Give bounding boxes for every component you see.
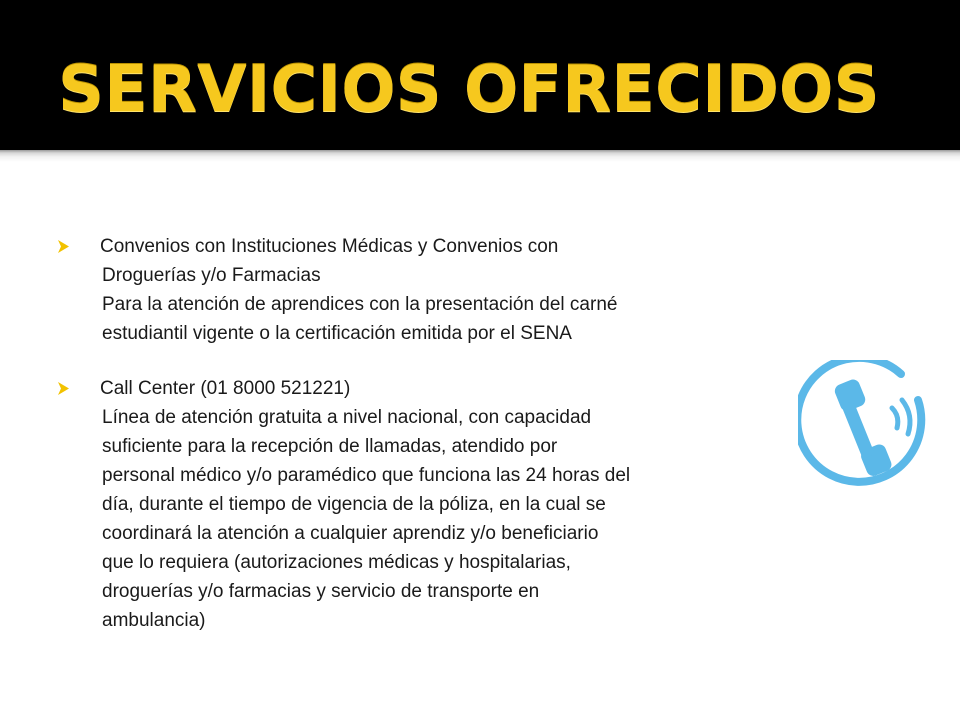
service-heading: Convenios con Instituciones Médicas y Convenios con bbox=[100, 236, 559, 257]
service-item-convenios bbox=[58, 232, 782, 348]
title-divider bbox=[0, 150, 960, 162]
phone-icon bbox=[798, 360, 932, 494]
service-line: Para la atención de aprendices con la presentación del carné bbox=[102, 294, 618, 315]
service-list bbox=[58, 232, 782, 661]
service-line: estudiantil vigente o la certificación emitida por el SENA bbox=[102, 323, 572, 344]
service-line: suficiente para la recepción de llamadas, atendido por bbox=[102, 436, 558, 457]
arrow-bullet-icon bbox=[58, 240, 69, 253]
service-line: día, durante el tiempo de vigencia de la póliza, en la cual se bbox=[102, 494, 606, 515]
title-band bbox=[0, 0, 960, 150]
service-line: que lo requiera (autorizaciones médicas y hospitalarias, bbox=[102, 552, 571, 573]
service-line: Droguerías y/o Farmacias bbox=[102, 265, 321, 286]
service-line: Línea de atención gratuita a nivel nacional, con capacidad bbox=[102, 407, 592, 428]
service-line: droguerías y/o farmacias y servicio de transporte en bbox=[102, 581, 540, 602]
slide-content bbox=[0, 162, 960, 720]
service-heading: Call Center (01 8000 521221) bbox=[100, 378, 351, 399]
service-line: personal médico y/o paramédico que funciona las 24 horas del bbox=[102, 465, 631, 486]
arrow-bullet-icon bbox=[58, 382, 69, 395]
service-item-call-center bbox=[58, 374, 782, 635]
service-line: ambulancia) bbox=[102, 610, 206, 631]
service-line: coordinará la atención a cualquier aprendiz y/o beneficiario bbox=[102, 523, 599, 544]
slide-title: SERVICIOS OFRECIDOS bbox=[58, 53, 880, 127]
